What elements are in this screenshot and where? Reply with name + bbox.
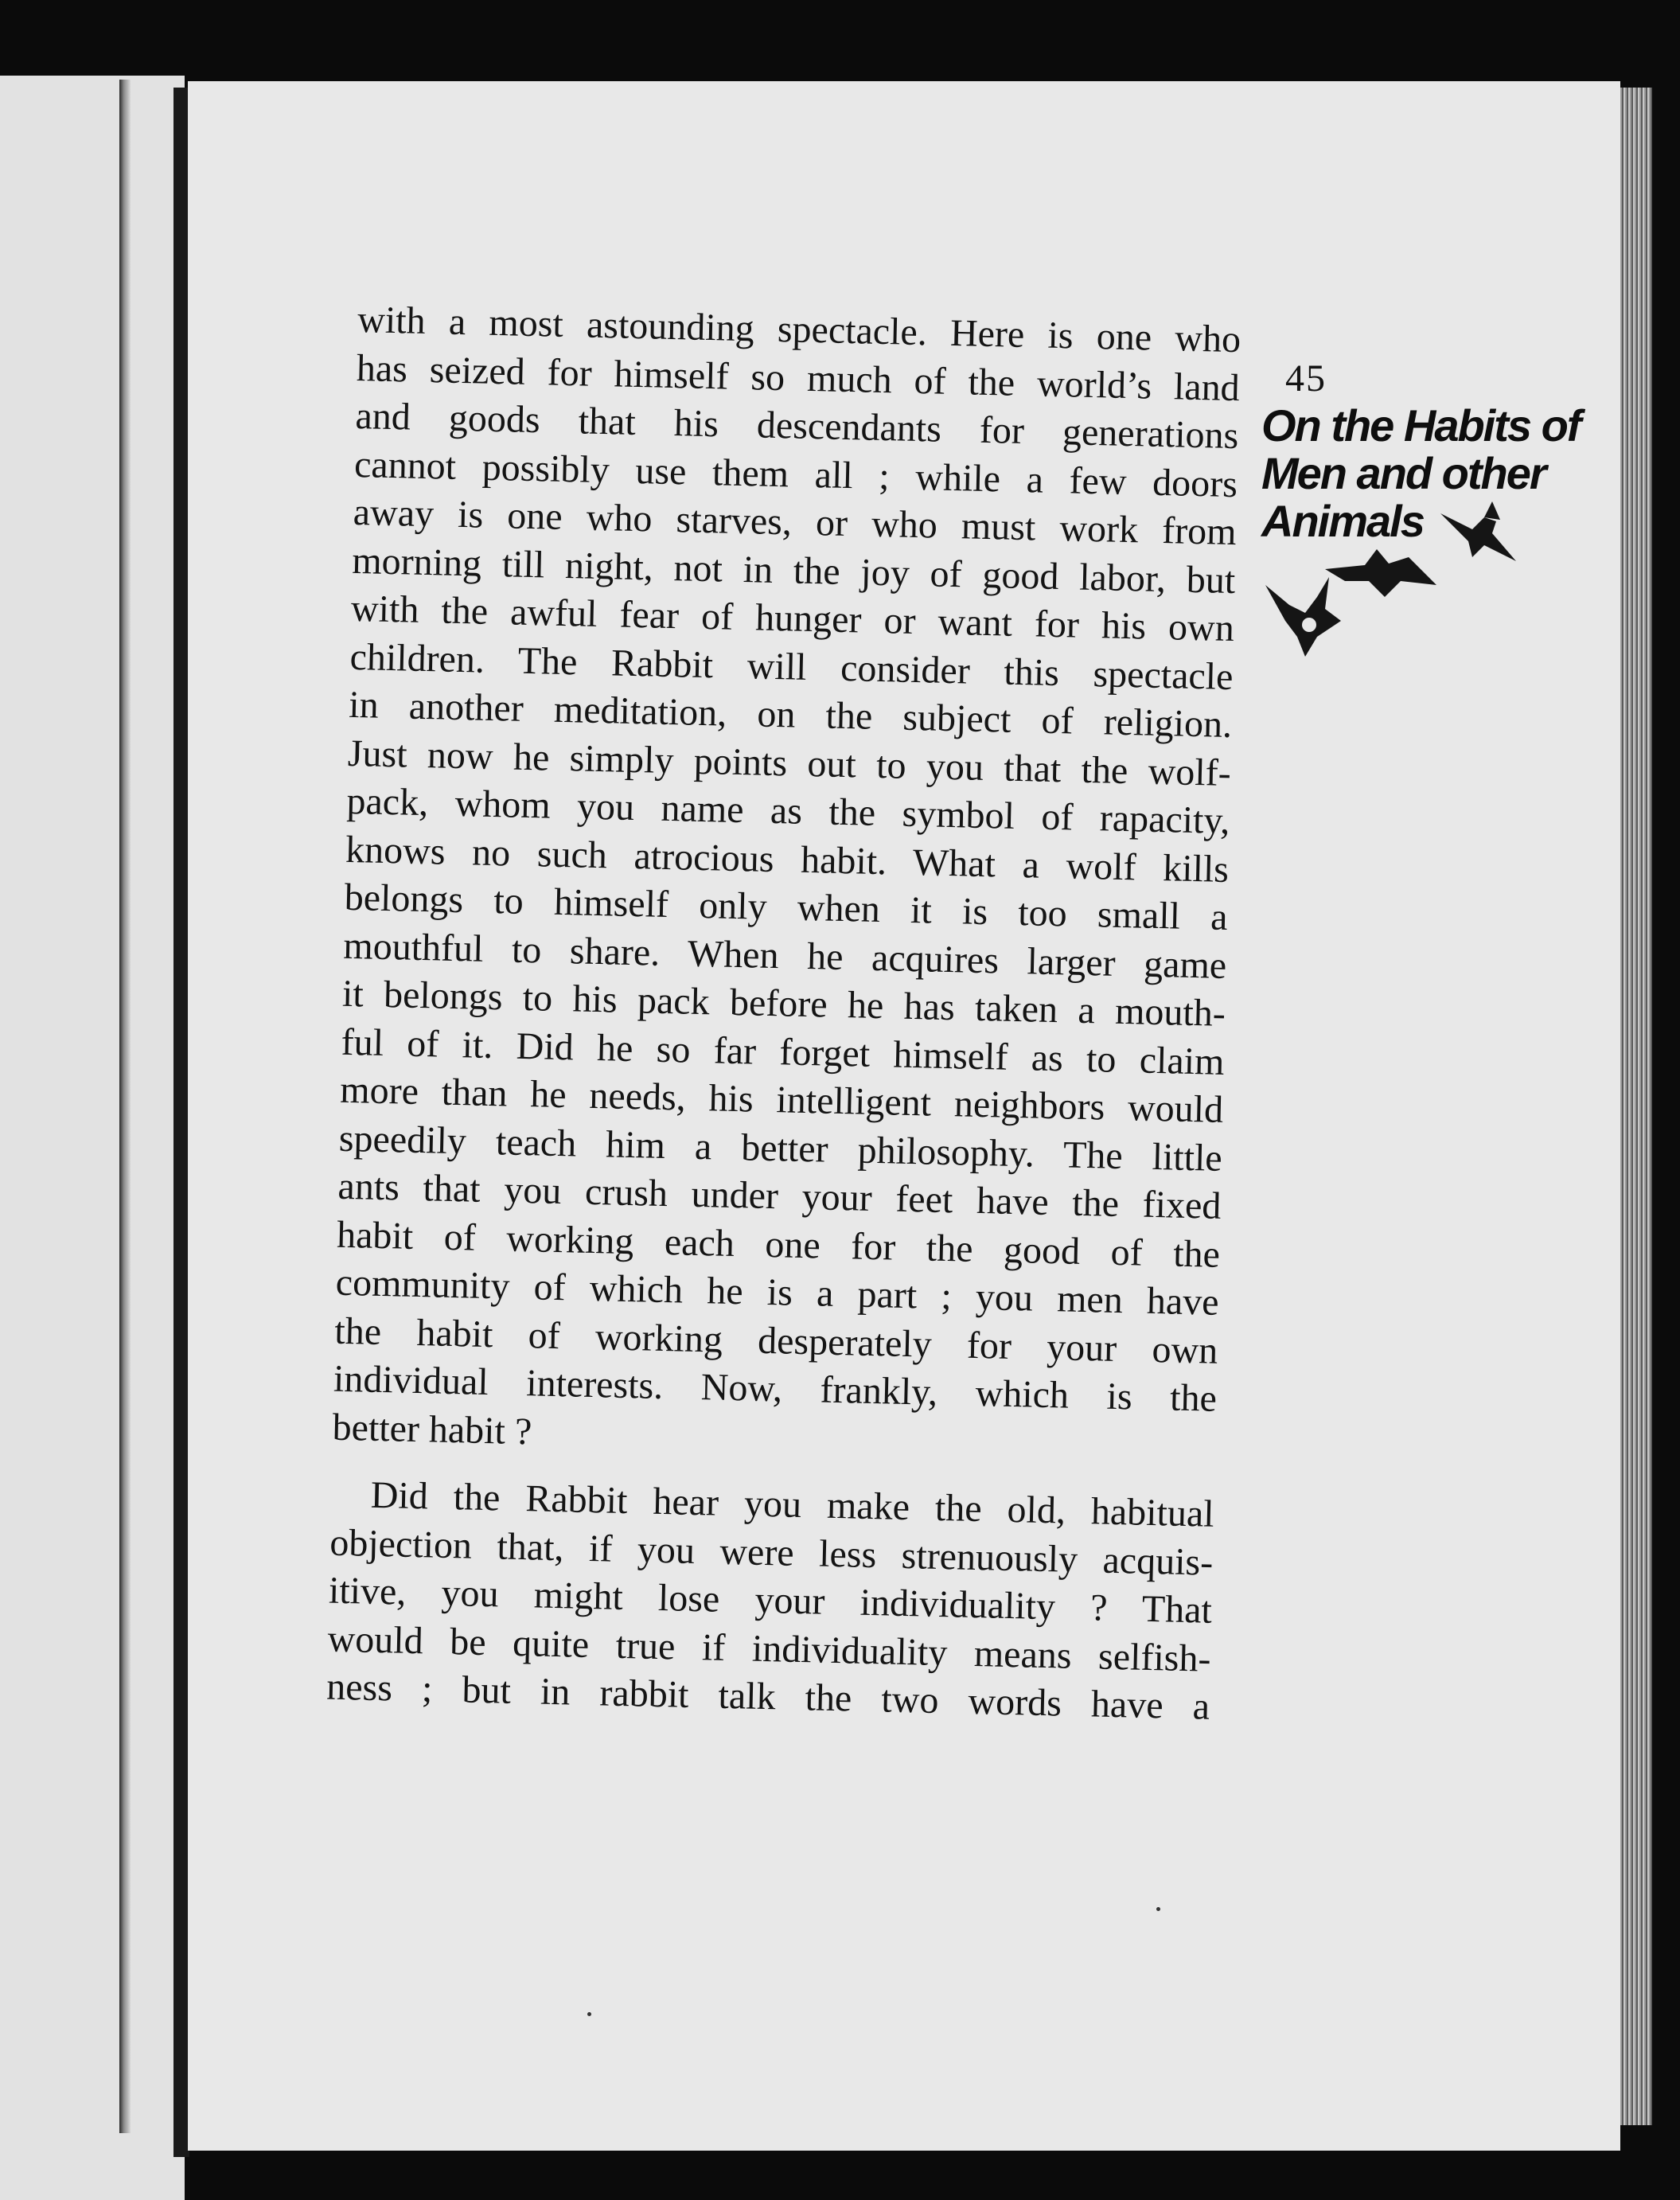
running-title-line: On the Habits of (1261, 400, 1581, 451)
text-line: individual interests. Now, frankly, which is the (333, 1357, 1218, 1420)
text-line: pack, whom you name as the symbol of rapacity, (346, 779, 1230, 843)
paragraph-2 (326, 1471, 1215, 1732)
body-text (326, 296, 1241, 1731)
text-line: in another meditation, on the subject of religion. (348, 683, 1233, 747)
text-line: ants that you crush under your feet have the fixed (337, 1164, 1222, 1227)
text-line: community of which he is a part ; you men have (335, 1261, 1220, 1324)
page-stack-edge (1620, 88, 1652, 2125)
text-line: with a most astounding spectacle. Here is one who (357, 298, 1241, 361)
text-line: habit of working each one for the good of the (336, 1213, 1221, 1276)
page-number: 45 (1285, 357, 1327, 400)
text-line: the habit of working desperately for your own (333, 1309, 1218, 1372)
text-line: ness ; but in rabbit talk the two words have a (325, 1665, 1210, 1728)
text-line: it belongs to his pack before he has taken a mouth- (341, 972, 1226, 1035)
facing-page (0, 76, 185, 2200)
text-line: belongs to himself only when it is too small a (344, 876, 1229, 938)
dust-speck (1156, 1907, 1160, 1911)
text-line: mouthful to share. When he acquires larger game (342, 924, 1227, 987)
text-line: Did the Rabbit hear you make the old, habitual (370, 1473, 1215, 1535)
flying-bird-icon (1436, 497, 1524, 569)
text-line: children. The Rabbit will consider this spectacle (349, 635, 1234, 698)
text-line: would be quite true if individuality means selfish- (327, 1617, 1212, 1680)
text-line: itive, you might lose your individuality ? That (328, 1569, 1213, 1632)
text-line: better habit ? (332, 1406, 532, 1453)
text-line: more than he needs, his intelligent neighbors would (339, 1068, 1224, 1131)
dust-speck (587, 2012, 591, 2016)
running-title-line: Animals (1261, 496, 1424, 546)
book-gutter (173, 88, 189, 2157)
text-line: with the awful fear of hunger or want for his own (350, 587, 1235, 650)
text-line: objection that, if you were less strenuously acquis- (329, 1521, 1214, 1584)
text-line: cannot possibly use them all ; while a few doors (353, 443, 1238, 505)
text-line: morning till night, not in the joy of good labor, but (351, 539, 1236, 602)
running-title-line: Men and other (1261, 448, 1546, 498)
running-title (1261, 402, 1596, 545)
text-line: ful of it. Did he so far forget himself as to claim (341, 1020, 1226, 1083)
text-line: away is one who starves, or who must work from (353, 490, 1238, 554)
flying-bird-icon (1261, 573, 1361, 661)
text-line: Just now he simply points out to you that the wolf- (347, 731, 1232, 794)
facing-page-edge (119, 80, 131, 2133)
text-line: has seized for himself so much of the world’s land (356, 346, 1241, 409)
text-line: and goods that his descendants for generations (354, 394, 1239, 458)
text-line: knows no such atrocious habit. What a wolf kills (345, 828, 1230, 891)
paragraph-1 (332, 296, 1241, 1472)
text-line: speedily teach him a better philosophy. The little (338, 1117, 1223, 1180)
